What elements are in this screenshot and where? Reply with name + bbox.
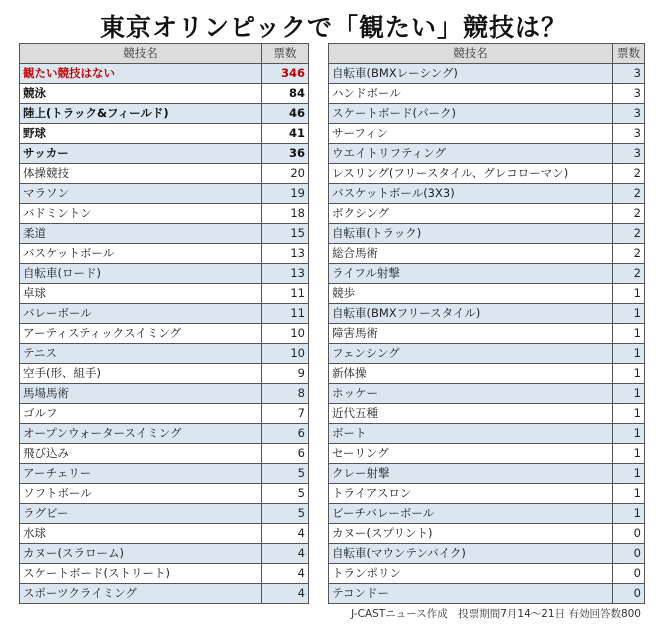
sport-name-cell: ゴルフ [20,404,262,424]
vote-count-cell: 3 [613,144,645,164]
vote-count-cell: 46 [262,104,309,124]
vote-count-cell: 6 [262,444,309,464]
table-row [20,544,309,564]
table-row [20,444,309,464]
table-row [20,264,309,284]
sport-name-cell: 新体操 [329,364,613,384]
table-row [329,484,645,504]
votes-column-header: 票数 [613,44,645,64]
sport-name-cell: ウエイトリフティング [329,144,613,164]
sport-name-cell: 障害馬術 [329,324,613,344]
sport-name-cell: 空手(形、組手) [20,364,262,384]
sport-name-cell: マラソン [20,184,262,204]
ranking-table-right [328,43,645,604]
table-row [20,104,309,124]
vote-count-cell: 1 [613,504,645,524]
table-row [329,364,645,384]
sport-name-cell: スケートボード(パーク) [329,104,613,124]
sport-name-cell: ホッケー [329,384,613,404]
table-row [20,404,309,424]
vote-count-cell: 2 [613,224,645,244]
sport-name-cell: 競歩 [329,284,613,304]
table-row [20,204,309,224]
ranking-table-left [19,43,309,604]
table-row [329,304,645,324]
sport-name-cell: 自転車(マウンテンバイク) [329,544,613,564]
vote-count-cell: 0 [613,584,645,604]
table-header-row [329,44,645,64]
sport-name-cell: 馬場馬術 [20,384,262,404]
vote-count-cell: 4 [262,524,309,544]
vote-count-cell: 4 [262,564,309,584]
vote-count-cell: 5 [262,484,309,504]
sport-name-cell: 自転車(BMXフリースタイル) [329,304,613,324]
vote-count-cell: 9 [262,364,309,384]
vote-count-cell: 11 [262,304,309,324]
table-row [20,484,309,504]
sport-name-cell: ボート [329,424,613,444]
sport-name-cell: カヌー(スプリント) [329,524,613,544]
sport-name-cell: セーリング [329,444,613,464]
sport-name-cell: 水球 [20,524,262,544]
vote-count-cell: 2 [613,204,645,224]
table-header-row [20,44,309,64]
sport-name-cell: 観たい競技はない [20,64,262,84]
sport-name-cell: バドミントン [20,204,262,224]
sport-name-cell: アーティスティックスイミング [20,324,262,344]
sport-name-cell: スケートボード(ストリート) [20,564,262,584]
sport-name-cell: ラグビー [20,504,262,524]
sport-name-cell: スポーツクライミング [20,584,262,604]
ranking-table-right-body [329,64,645,604]
vote-count-cell: 3 [613,84,645,104]
table-row [20,184,309,204]
vote-count-cell: 4 [262,584,309,604]
sport-name-cell: サッカー [20,144,262,164]
sport-name-cell: 競泳 [20,84,262,104]
sport-name-cell: テコンドー [329,584,613,604]
table-row [329,184,645,204]
vote-count-cell: 7 [262,404,309,424]
vote-count-cell: 3 [613,124,645,144]
sport-column-header: 競技名 [329,44,613,64]
table-row [329,524,645,544]
vote-count-cell: 5 [262,464,309,484]
sport-name-cell: フェンシング [329,344,613,364]
table-row [20,364,309,384]
sport-name-cell: 自転車(トラック) [329,224,613,244]
table-row [20,144,309,164]
vote-count-cell: 1 [613,284,645,304]
table-row [329,584,645,604]
table-row [329,224,645,244]
table-row [20,284,309,304]
table-row [20,344,309,364]
sport-name-cell: 総合馬術 [329,244,613,264]
sport-name-cell: 陸上(トラック&フィールド) [20,104,262,124]
sport-name-cell: アーチェリー [20,464,262,484]
table-row [329,64,645,84]
table-row [20,244,309,264]
vote-count-cell: 15 [262,224,309,244]
sport-name-cell: ハンドボール [329,84,613,104]
vote-count-cell: 1 [613,324,645,344]
sport-name-cell: レスリング(フリースタイル、グレコローマン) [329,164,613,184]
vote-count-cell: 4 [262,544,309,564]
vote-count-cell: 11 [262,284,309,304]
table-row [20,84,309,104]
table-row [329,384,645,404]
sport-name-cell: ビーチバレーボール [329,504,613,524]
vote-count-cell: 1 [613,444,645,464]
vote-count-cell: 0 [613,544,645,564]
table-row [329,84,645,104]
vote-count-cell: 10 [262,324,309,344]
table-row [329,464,645,484]
vote-count-cell: 0 [613,564,645,584]
sport-name-cell: サーフィン [329,124,613,144]
sport-name-cell: 体操競技 [20,164,262,184]
table-row [20,124,309,144]
table-row [329,164,645,184]
vote-count-cell: 1 [613,344,645,364]
table-row [20,164,309,184]
vote-count-cell: 2 [613,244,645,264]
table-row [329,284,645,304]
vote-count-cell: 3 [613,104,645,124]
sport-name-cell: ライフル射撃 [329,264,613,284]
vote-count-cell: 0 [613,524,645,544]
sport-column-header: 競技名 [20,44,262,64]
vote-count-cell: 6 [262,424,309,444]
table-row [329,324,645,344]
vote-count-cell: 346 [262,64,309,84]
vote-count-cell: 84 [262,84,309,104]
table-row [329,444,645,464]
table-row [329,544,645,564]
vote-count-cell: 10 [262,344,309,364]
table-row [20,304,309,324]
sport-name-cell: ソフトボール [20,484,262,504]
vote-count-cell: 1 [613,364,645,384]
sport-name-cell: クレー射撃 [329,464,613,484]
sport-name-cell: 野球 [20,124,262,144]
sport-name-cell: トライアスロン [329,484,613,504]
vote-count-cell: 1 [613,424,645,444]
vote-count-cell: 2 [613,184,645,204]
vote-count-cell: 3 [613,64,645,84]
vote-count-cell: 1 [613,484,645,504]
vote-count-cell: 1 [613,304,645,324]
page-title: 東京オリンピックで「観たい」競技は？ [99,13,567,42]
table-row [329,244,645,264]
table-row [329,124,645,144]
table-row [20,384,309,404]
vote-count-cell: 1 [613,404,645,424]
table-row [329,204,645,224]
table-row [20,564,309,584]
table-row [20,324,309,344]
vote-count-cell: 2 [613,164,645,184]
table-row [20,424,309,444]
table-row [329,104,645,124]
vote-count-cell: 36 [262,144,309,164]
table-row [20,224,309,244]
table-row [329,564,645,584]
vote-count-cell: 18 [262,204,309,224]
vote-count-cell: 8 [262,384,309,404]
sport-name-cell: バスケットボール [20,244,262,264]
sport-name-cell: 自転車(ロード) [20,264,262,284]
sport-name-cell: 自転車(BMXレーシング) [329,64,613,84]
sport-name-cell: 卓球 [20,284,262,304]
vote-count-cell: 20 [262,164,309,184]
vote-count-cell: 19 [262,184,309,204]
sport-name-cell: トランポリン [329,564,613,584]
vote-count-cell: 1 [613,384,645,404]
vote-count-cell: 41 [262,124,309,144]
table-row [20,464,309,484]
source-footnote: J-CASTニュース作成 投票期間7月14～21日 有効回答数800 [351,608,641,620]
vote-count-cell: 1 [613,464,645,484]
table-row [329,264,645,284]
sport-name-cell: カヌー(スラローム) [20,544,262,564]
vote-count-cell: 13 [262,264,309,284]
sport-name-cell: 柔道 [20,224,262,244]
sport-name-cell: テニス [20,344,262,364]
sport-name-cell: オープンウォータースイミング [20,424,262,444]
table-row [329,344,645,364]
sport-name-cell: ボクシング [329,204,613,224]
vote-count-cell: 13 [262,244,309,264]
table-row [329,404,645,424]
sport-name-cell: 飛び込み [20,444,262,464]
table-row [329,424,645,444]
vote-count-cell: 5 [262,504,309,524]
table-row [20,504,309,524]
ranking-table-left-body [20,64,309,604]
vote-count-cell: 2 [613,264,645,284]
votes-column-header: 票数 [262,44,309,64]
sport-name-cell: 近代五種 [329,404,613,424]
table-row [20,524,309,544]
table-row [329,504,645,524]
table-row [20,584,309,604]
table-row [20,64,309,84]
sport-name-cell: バレーボール [20,304,262,324]
table-row [329,144,645,164]
sport-name-cell: バスケットボール(3X3) [329,184,613,204]
